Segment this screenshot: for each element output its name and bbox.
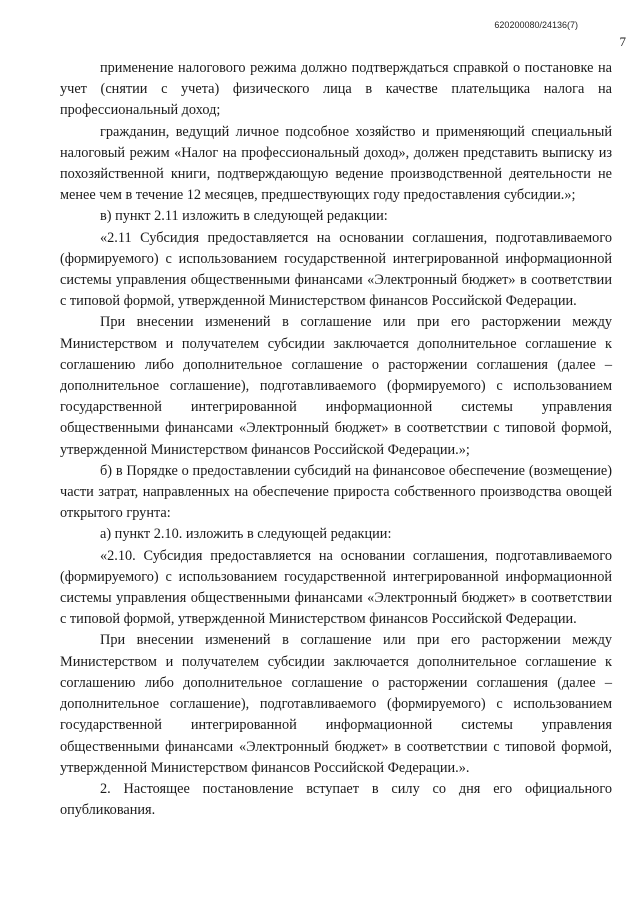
- paragraph-vegetable-subsidy-order: б) в Порядке о предоставлении субсидий на финансовое обеспечение (возмещение) части затрат, направленных на обеспечение прироста собственного производства овощей открытого грунта:: [60, 462, 612, 522]
- paragraph-item-2-11-heading: в) пункт 2.11 изложить в следующей редакции:: [100, 208, 388, 225]
- paragraph-item-2-10-heading: а) пункт 2.10. изложить в следующей редакции:: [100, 526, 392, 543]
- paragraph-item-2-11-text: «2.11 Субсидия предоставляется на основании соглашения, подготавливаемого (формируемого) с использованием государственной интегрированной информационной системы управления общественными финансами «Электронный бюджет» в соответствии с типовой формой, утвержденной Министерством финансов Российской Федерации.: [60, 229, 612, 310]
- paragraph-amendment-agreement-1: При внесении изменений в соглашение или при его расторжении между Министерством и получателем субсидии заключается дополнительное соглашение к соглашению либо дополнительное соглашение о расторжении соглашения (далее – дополнительное соглашение), подготавливаемого (формируемого) с использованием государственной интегрированной информационной системы управления общественными финансами «Электронный бюджет» в соответствии с типовой формой, утвержденной Министерством финансов Российской Федерации.»;: [60, 314, 612, 458]
- paragraph-household-extract: гражданин, ведущий личное подсобное хозяйство и применяющий специальный налоговый режим «Налог на профессиональный доход», должен представить выписку из похозяйственной книги, подтверждающую ведение производственной деятельности не менее чем в течение 12 месяцев, предшествующих году предоставления субсидии.»;: [60, 123, 612, 204]
- page-number: 7: [619, 34, 626, 49]
- paragraph-tax-regime-certificate: применение налогового режима должно подтверждаться справкой о постановке на учет (снятии с учета) физического лица в качестве плательщика налога на профессиональный доход;: [60, 60, 612, 119]
- document-code: 620200080/24136(7): [494, 20, 578, 30]
- document-body: [60, 58, 612, 821]
- paragraph-amendment-agreement-2: При внесении изменений в соглашение или при его расторжении между Министерством и получателем субсидии заключается дополнительное соглашение к соглашению либо дополнительное соглашение о расторжении соглашения (далее – дополнительное соглашение), подготавливаемого (формируемого) с использованием государственной интегрированной информационной системы управления общественными финансами «Электронный бюджет» в соответствии с типовой формой, утвержденной Министерством финансов Российской Федерации.».: [60, 632, 612, 776]
- paragraph-entry-into-force: 2. Настоящее постановление вступает в силу со дня его официального опубликования.: [60, 780, 612, 819]
- paragraph-item-2-10-text: «2.10. Субсидия предоставляется на основании соглашения, подготавливаемого (формируемого) с использованием государственной интегрированной информационной системы управления общественными финансами «Электронный бюджет» в соответствии с типовой формой, утвержденной Министерством финансов Российской Федерации.: [60, 547, 612, 628]
